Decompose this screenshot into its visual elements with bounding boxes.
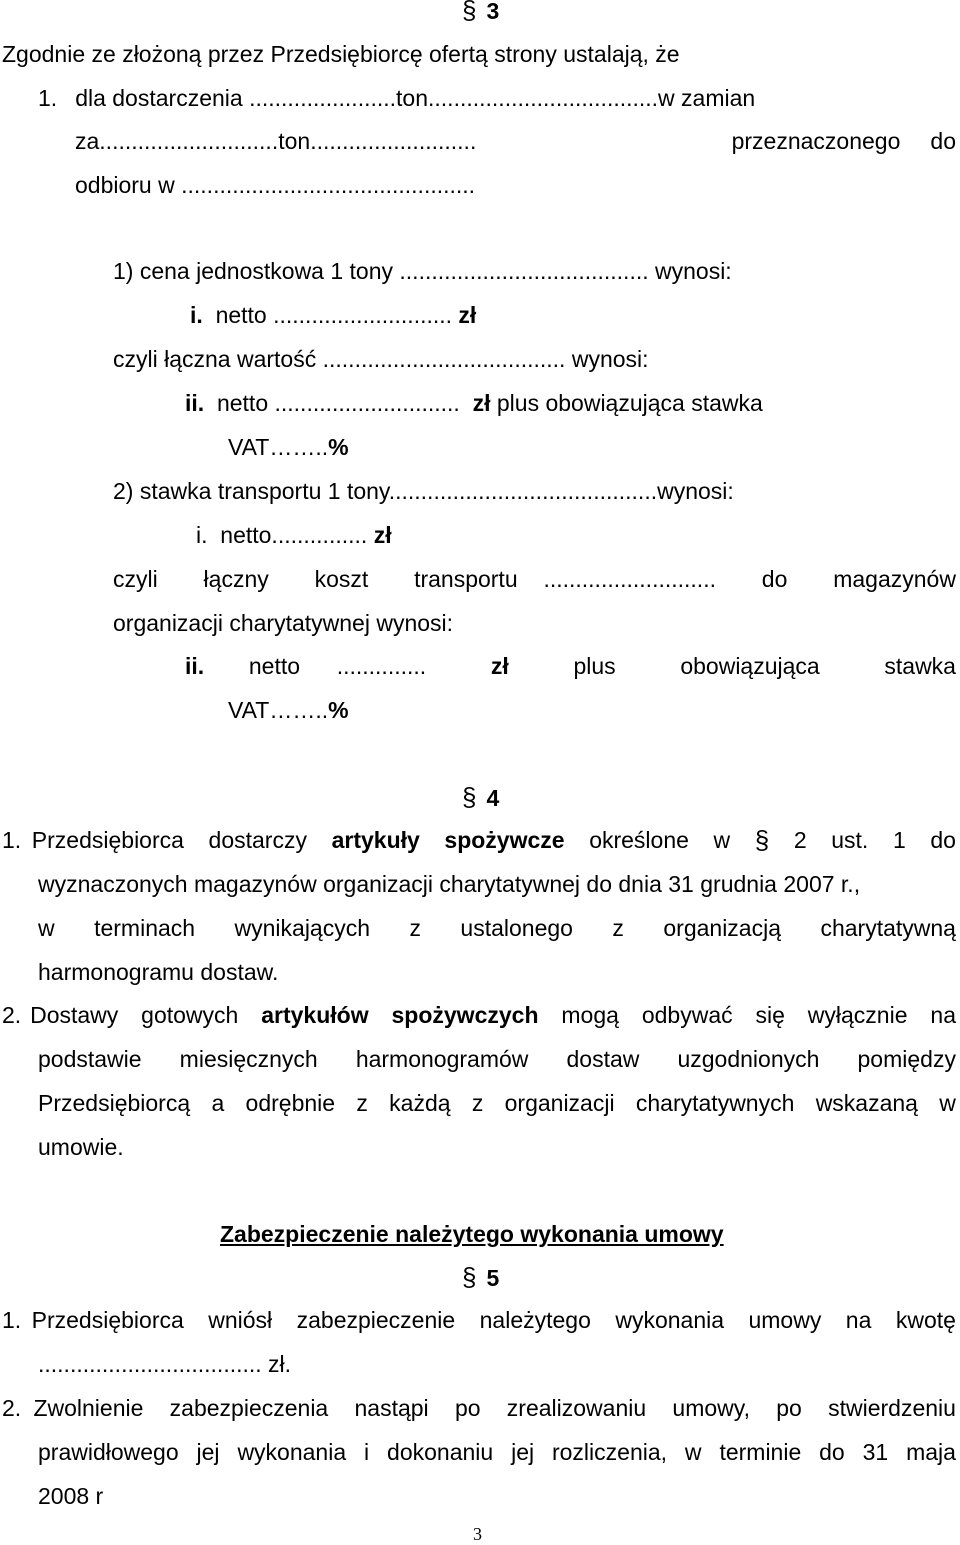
section-4-point-2-line-1: 2. Dostawy gotowych artykułów spożywczych mogą odbywać się wyłącznie na — [2, 1002, 956, 1028]
section-4-point-1-line-1: 1. Przedsiębiorca dostarczy artykuły spożywcze określone w § 2 ust. 1 do — [2, 825, 956, 855]
section-5-point-2-line-1: 2. Zwolnienie zabezpieczenia nastąpi po zrealizowaniu umowy, po stwierdzeniu — [2, 1395, 956, 1421]
section-5-point-2-line-3: 2008 r — [38, 1483, 104, 1509]
section-4-point-2-line-2: podstawie miesięcznych harmonogramów dostaw uzgodnionych pomiędzy — [38, 1046, 956, 1072]
transport-vat-line: VAT……..% — [228, 697, 349, 723]
item-1-line-3: odbioru w .............................................. — [75, 172, 476, 198]
price-vat-line: VAT……..% — [228, 434, 349, 460]
price-unit-line: 1) cena jednostkowa 1 tony ....................................... wynosi: — [113, 258, 732, 284]
transport-total-line-2: organizacji charytatywnej wynosi: — [113, 610, 454, 636]
price-net-line: i. netto ............................ zł — [190, 302, 477, 328]
section-4-point-2-line-4: umowie. — [38, 1134, 124, 1160]
section-3-heading — [462, 0, 499, 25]
page-number: 3 — [473, 1524, 482, 1544]
section-4-point-1-line-4: harmonogramu dostaw. — [38, 959, 279, 985]
item-1-line-2: za............................ton.......................... przeznaczonego do — [75, 128, 956, 154]
price-net-vat-line: ii. netto ............................. zł plus obowiązująca stawka — [185, 390, 763, 416]
section-5-point-2-line-2: prawidłowego jej wykonania i dokonaniu jej rozliczenia, w terminie do 31 maja — [38, 1439, 956, 1465]
section-symbol: § — [462, 1262, 477, 1292]
transport-net-vat-line: ii. netto .............. zł plus obowiązująca stawka — [185, 653, 956, 679]
section-number: 5 — [486, 1265, 500, 1291]
section-symbol: § — [462, 782, 477, 812]
transport-net-line: i. netto............... zł — [196, 522, 392, 548]
item-text: dla dostarczenia .......................ton....................................w zamian — [75, 85, 756, 111]
item-number: 1. — [38, 85, 58, 111]
section-4-point-1-line-3: w terminach wynikających z ustalonego z organizacją charytatywną — [38, 915, 956, 941]
section-number: 3 — [486, 0, 500, 24]
section-5-title: Zabezpieczenie należytego wykonania umowy — [220, 1221, 724, 1247]
section-symbol: § — [462, 0, 477, 25]
section-4-point-2-line-3: Przedsiębiorcą a odrębnie z każdą z organizacji charytatywnych wskazaną w — [38, 1090, 956, 1116]
section-5-point-1-line-1: 1. Przedsiębiorca wniósł zabezpieczenie należytego wykonania umowy na kwotę — [2, 1307, 956, 1333]
transport-rate-line: 2) stawka transportu 1 tony..........................................wynosi: — [113, 478, 734, 504]
price-total-line: czyli łączna wartość ...................................... wynosi: — [113, 346, 649, 372]
section-4-point-1-line-2: wyznaczonych magazynów organizacji charytatywnej do dnia 31 grudnia 2007 r., — [38, 871, 861, 897]
section-3-intro: Zgodnie ze złożoną przez Przedsiębiorcę ofertą strony ustalają, że — [2, 41, 680, 67]
section-5-heading — [462, 1263, 499, 1292]
item-1-line-1 — [38, 84, 956, 112]
transport-total-line: czyli łączny koszt transportu ........................... do magazynów — [113, 566, 956, 592]
section-5-point-1-line-2: ................................... zł. — [38, 1351, 292, 1377]
section-4-heading — [462, 783, 499, 812]
section-number: 4 — [486, 785, 500, 811]
